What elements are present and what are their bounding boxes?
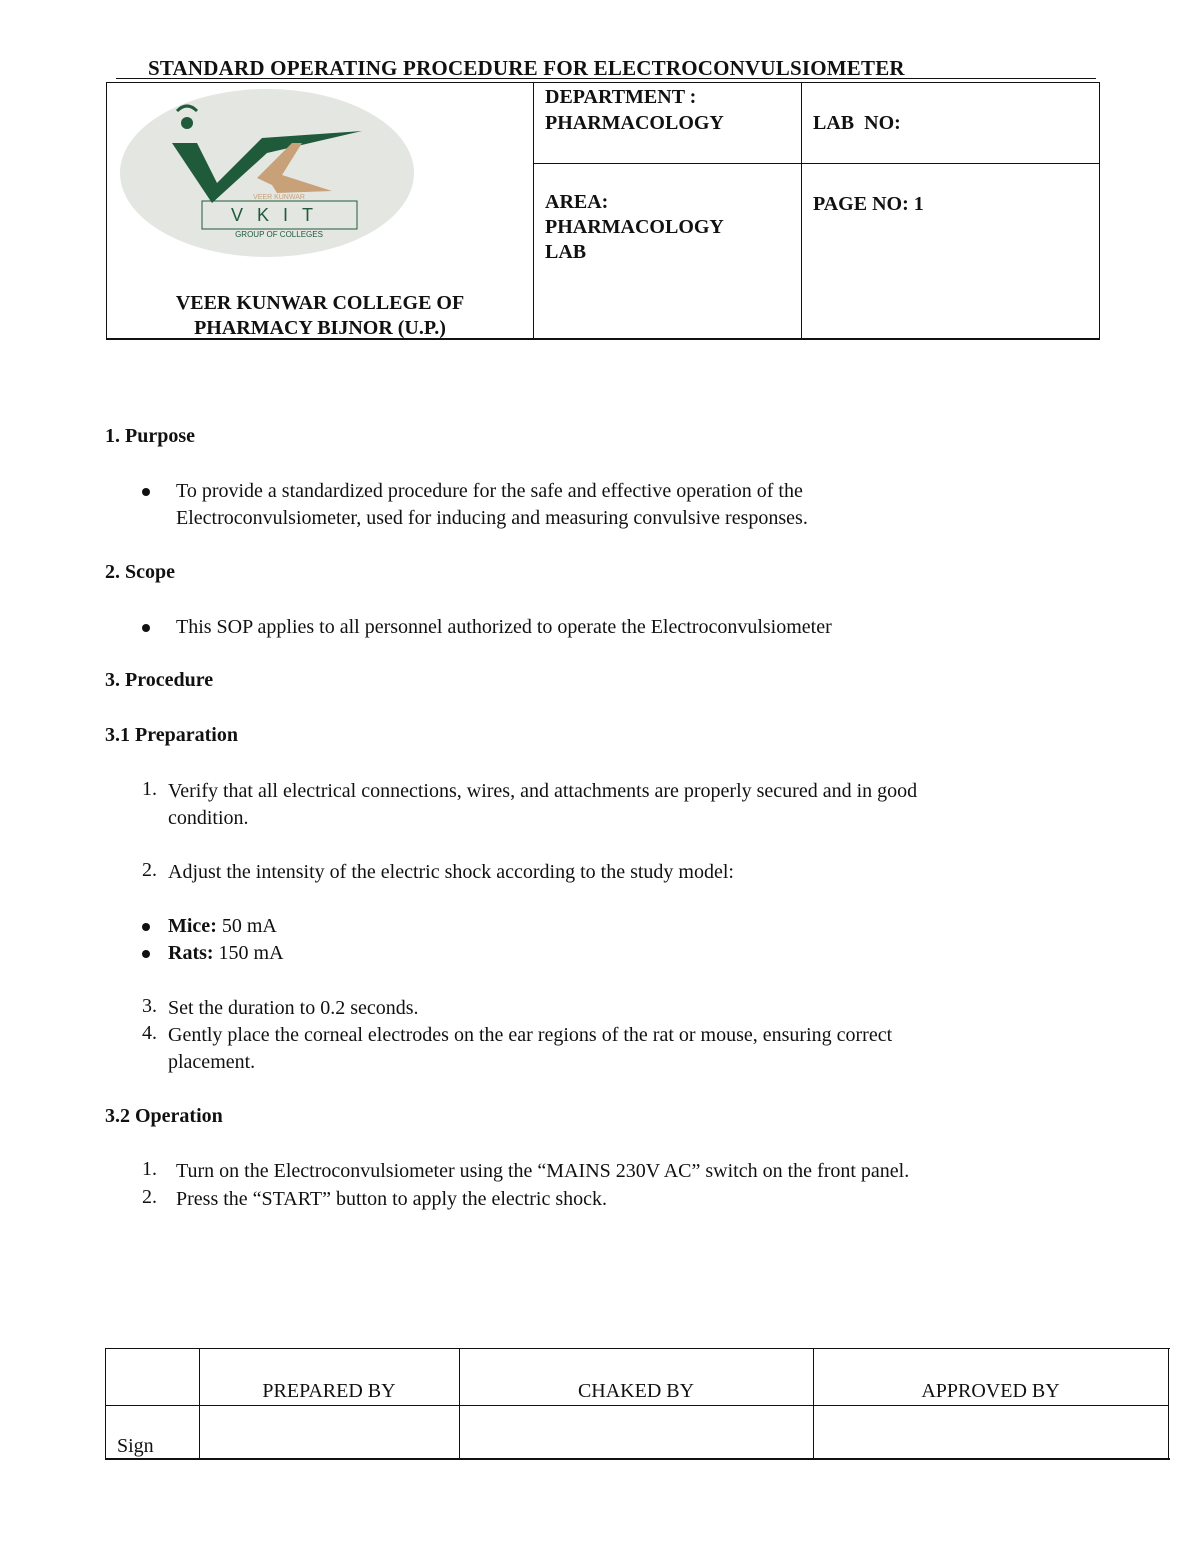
preparation-heading: 3.1 Preparation [105,724,238,746]
page-no-cell [813,191,924,217]
area-value-line1: PHARMACOLOGY [545,216,724,238]
logo-brand-text: VKIT [230,205,328,225]
operation-heading: 3.2 Operation [105,1105,223,1127]
purpose-text [176,478,1056,532]
page-no-label: PAGE NO: 1 [813,193,924,215]
college-name-line2: PHARMACY BIJNOR (U.P.) [194,317,446,339]
prepared-by-label: PREPARED BY [262,1380,396,1402]
checked-by-label: CHAKED BY [577,1380,695,1402]
footer-divider-3 [813,1349,814,1459]
prep-step3-text: Set the duration to 0.2 seconds. [168,997,419,1019]
approved-by-label: APPROVED BY [921,1380,1060,1402]
area-label: AREA: [545,191,609,213]
lab-no-label: LAB NO: [813,112,901,134]
prep-step3-number: 3. [142,995,157,1017]
header-divider-2 [801,83,802,339]
prep-step4-number: 4. [142,1022,157,1044]
footer-divider-1 [199,1349,200,1459]
prep-step1-number: 1. [142,778,157,800]
prep-step1-text [168,778,1068,832]
op-step2-text: Press the “START” button to apply the electric shock. [176,1188,607,1210]
mice-label: Mice: [168,915,217,937]
prep-step2-text: Adjust the intensity of the electric shock according to the study model: [168,861,734,883]
college-name [107,291,533,341]
area-cell [545,190,724,265]
bullet-icon [142,488,150,496]
op-step1-number: 1. [142,1158,157,1180]
bullet-icon [142,950,150,958]
purpose-heading: 1. Purpose [105,425,195,447]
lab-no-cell [813,110,901,136]
rats-label: Rats: [168,942,214,964]
department-cell [545,84,724,136]
scope-heading: 2. Scope [105,561,175,583]
prep-step2-number: 2. [142,859,157,881]
college-logo [117,83,417,261]
footer-row-divider [105,1405,1169,1406]
footer-border-left [105,1349,106,1459]
area-value-line2: LAB [545,241,587,263]
college-name-line1: VEER KUNWAR COLLEGE OF [175,292,465,314]
department-value: PHARMACOLOGY [545,112,724,134]
mice-value: 50 mA [221,915,277,937]
header-table [106,82,1100,340]
logo-sub-text: GROUP OF COLLEGES [235,230,323,239]
footer-border-right [1168,1349,1169,1459]
prep-step4-line1: Gently place the corneal electrodes on the ear regions of the rat or mouse, ensuring correct [168,1024,893,1046]
scope-text: This SOP applies to all personnel authorized to operate the Electroconvulsiometer [176,616,832,638]
header-row-divider [533,163,1099,164]
purpose-line2: Electroconvulsiometer, used for inducing and measuring convulsive responses. [176,507,808,529]
prep-step1-line2: condition. [168,807,249,829]
rats-value: 150 mA [218,942,284,964]
signature-table [105,1348,1170,1460]
title-underline [116,78,1096,79]
mice-setting [168,913,277,940]
prep-step4-line2: placement. [168,1051,256,1073]
logo-top-text: VEER KUNWAR [253,194,305,201]
purpose-line1: To provide a standardized procedure for the safe and effective operation of the [176,480,803,502]
procedure-heading: 3. Procedure [105,669,214,691]
sign-label: Sign [117,1435,154,1457]
document-title-text: STANDARD OPERATING PROCEDURE FOR ELECTROCONVULSIOMETER [148,56,905,80]
footer-divider-2 [459,1349,460,1459]
prep-step1-line1: Verify that all electrical connections, wires, and attachments are properly secured and in good [168,780,918,802]
header-divider-1 [533,83,534,339]
bullet-icon [142,923,150,931]
op-step1-text: Turn on the Electroconvulsiometer using the “MAINS 230V AC” switch on the front panel. [176,1160,910,1182]
bullet-icon [142,624,150,632]
prep-step4-text [168,1022,1068,1076]
logo-dot-icon [181,117,193,129]
department-label: DEPARTMENT : [545,86,697,108]
rats-setting [168,940,284,967]
op-step2-number: 2. [142,1186,157,1208]
